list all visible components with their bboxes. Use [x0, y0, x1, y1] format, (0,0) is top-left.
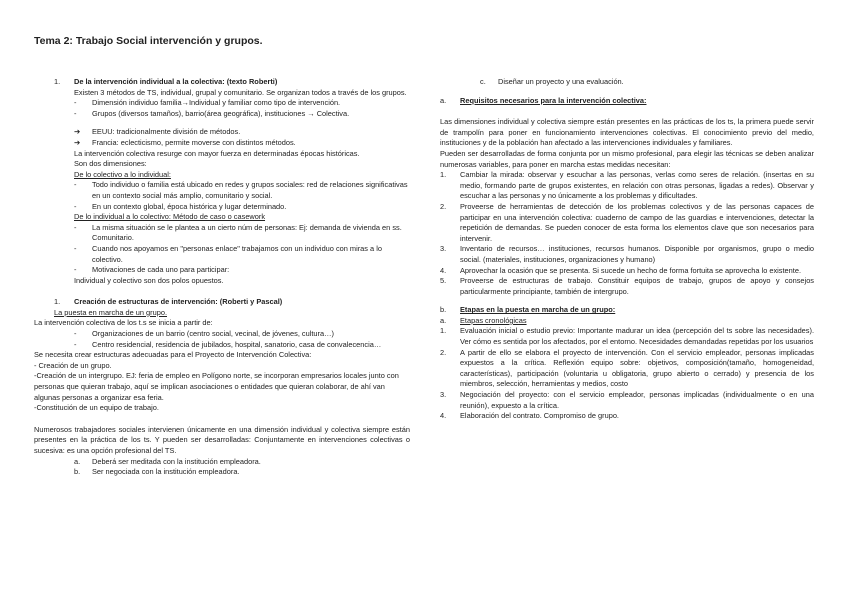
list-item: 3. Negociación del proyecto: con el servicio empleador, personas implicadas (individualmente o en una reunión), expuesto a la crítica. [440, 390, 814, 410]
list-item: ➔ EEUU: tradicionalmente división de métodos. [74, 127, 241, 137]
list-item: 4. Elaboración del contrato. Compromiso de grupo. [440, 411, 619, 421]
list-item: - Dimensión individuo familia→Individual y familiar como tipo de intervención. [74, 98, 341, 108]
list-item: ➔ Francia: eclecticismo, permite moverse con distintos métodos. [74, 137, 296, 147]
left-column [34, 77, 410, 478]
list-item: 1. Evaluación inicial o estudio previo: Importante madurar un idea (percepción del ts sobre las necesidades). Ver cómo es sentida por los afectados, por el entorno. Necesidades demandadas repetidas por los usuarios [440, 326, 814, 347]
section-heading: a. Requisitos necesarios para la intervención colectiva: [440, 95, 647, 105]
paragraph: -Creación de un intergrupo. EJ: feria de empleo en Polígono norte, se incorporan empresarios locales junto con personas que quieran trabajo, aquí se implican asociaciones o entidades que quieran colaborar, de ahí van algunas personas a organizar esa feria. [34, 371, 399, 402]
paragraph: Las dimensiones individual y colectiva siempre están presentes en las prácticas de los ts, la primera puede servir de trampolín para poner en funcionamiento intervenciones colectivas. El conocimiento previo del medio, instituciones y de la población han afectado a las intervenciones individuales y familiares. [440, 117, 814, 148]
list-item: 3. Inventario de recursos… instituciones, recursos humanos. Disponible por organismos, grupo o medio social. (materiales, instituciones, organizaciones y humano) [440, 244, 814, 264]
list-item: - Todo individuo o familia está ubicado en redes y grupos sociales: red de relaciones significativas en un contexto social más amplio, comunitario y social. [74, 180, 408, 200]
arrow-icon: ➔ [74, 137, 81, 147]
section-heading: 1. De la intervención individual a la colectiva: (texto Roberti) [54, 77, 278, 86]
subheading: De lo colectivo a lo individual: [74, 169, 171, 179]
list-item: c. Diseñar un proyecto y una evaluación. [480, 77, 624, 86]
paragraph: La intervención colectiva de los t.s se inicia a partir de: [34, 318, 213, 328]
list-item: - En un contexto global, época histórica y lugar determinado. [74, 201, 287, 211]
section-heading: b. Etapas en la puesta en marcha de un grupo: [440, 305, 616, 315]
list-item: - La misma situación se le plantea a un cierto núm de personas: Ej: demanda de vivienda en ss. Comunitario. [74, 222, 402, 243]
paragraph: Pueden ser desarrolladas de forma conjunta por un mismo profesional, para elegir las técnicas se deben analizar numerosas variables, para poner en marcha estas medidas necesitan: [440, 148, 814, 169]
list-item: 2. A partir de ello se elabora el proyecto de intervención. Con el servicio empleador, personas implicadas expuestos a la crítica. Reflexión equipo sobre: objetivos, composición(tamaño, homogeneidad, características), participación (voluntaria u obligatoria, grupo abierto o cerrado) y presencia de los miembros, selección, herramientas y medios, costo [440, 347, 814, 389]
list-item: - Organizaciones de un barrio (centro social, vecinal, de jóvenes, cultura…) [74, 329, 334, 339]
subheading: La puesta en marcha de un grupo. [54, 307, 167, 317]
list-item: 2. Proveerse de herramientas de detección de los problemas colectivos y de las personas capaces de participar en una intervención colectiva: cuaderno de campo de las guardias e intervenciones, detectar la repetición de demandas. Se pueden conocer de esta forma los elementos clave que son necesarios para intervenir. [440, 201, 814, 243]
paragraph: - Creación de un grupo. [34, 360, 112, 370]
list-item: - Grupos (diversos tamaños), barrio(área geográfica), instituciones → Colectiva. [74, 108, 350, 118]
list-item: 4. Aprovechar la ocasión que se presenta. Si sucede un hecho de forma fortuita se aprovecha lo existente. [440, 265, 801, 275]
paragraph: Son dos dimensiones: [74, 159, 147, 169]
paragraph: -Constitución de un equipo de trabajo. [34, 403, 159, 413]
paragraph: La intervención colectiva resurge con mayor fuerza en determinadas épocas históricas. [74, 148, 360, 158]
paragraph: Existen 3 métodos de TS, individual, grupal y comunitario. Se organizan todos a través de los grupos. [74, 87, 407, 97]
right-column [440, 77, 814, 422]
paragraph: Numerosos trabajadores sociales intervienen únicamente en una dimensión individual y colectiva siempre están presentes en la práctica de los ts. Y pueden ser desarrolladas: Conjuntamente en intervenciones colectivas o sucesiva: es una opción profesional del TS. [34, 424, 410, 455]
list-item: - Centro residencial, residencia de jubilados, hospital, sanatorio, casa de convalecencia… [74, 339, 382, 349]
page-title: Tema 2: Trabajo Social intervención y grupos. [34, 35, 263, 47]
list-item: a. Deberá ser meditada con la institución empleadora. [74, 456, 261, 466]
subheading: a. Etapas cronológicas [440, 315, 527, 325]
paragraph: Individual y colectivo son dos polos opuestos. [74, 275, 224, 285]
list-item: - Cuando nos apoyamos en "personas enlace" trabajamos con un individuo con miras a lo colectivo. [74, 243, 382, 264]
paragraph: Se necesita crear estructuras adecuadas para el Proyecto de Intervención Colectiva: [34, 350, 312, 360]
subheading: De lo individual a lo colectivo: Método de caso o casework [74, 212, 266, 222]
list-item: 1. Cambiar la mirada: observar y escuchar a las personas, verlas como seres de relación. (insertas en su medio, formando parte de grupos existentes, en relación con otras personas, ligadas a redes). Observar y escuchar a las personas y no únicamente a los problemas y dificultades. [440, 170, 814, 201]
section-heading: 1. Creación de estructuras de intervención: (Roberti y Pascal) [54, 297, 283, 307]
list-item: 5. Proveerse de estructuras de trabajo. Constituir equipos de trabajo, grupos de apoyo y consejos particularmente principiante, también de intergrupo. [440, 276, 814, 296]
list-item: b. Ser negociada con la institución empleadora. [74, 467, 240, 477]
list-item: - Motivaciones de cada uno para participar: [74, 265, 230, 275]
arrow-icon: ➔ [74, 127, 81, 137]
